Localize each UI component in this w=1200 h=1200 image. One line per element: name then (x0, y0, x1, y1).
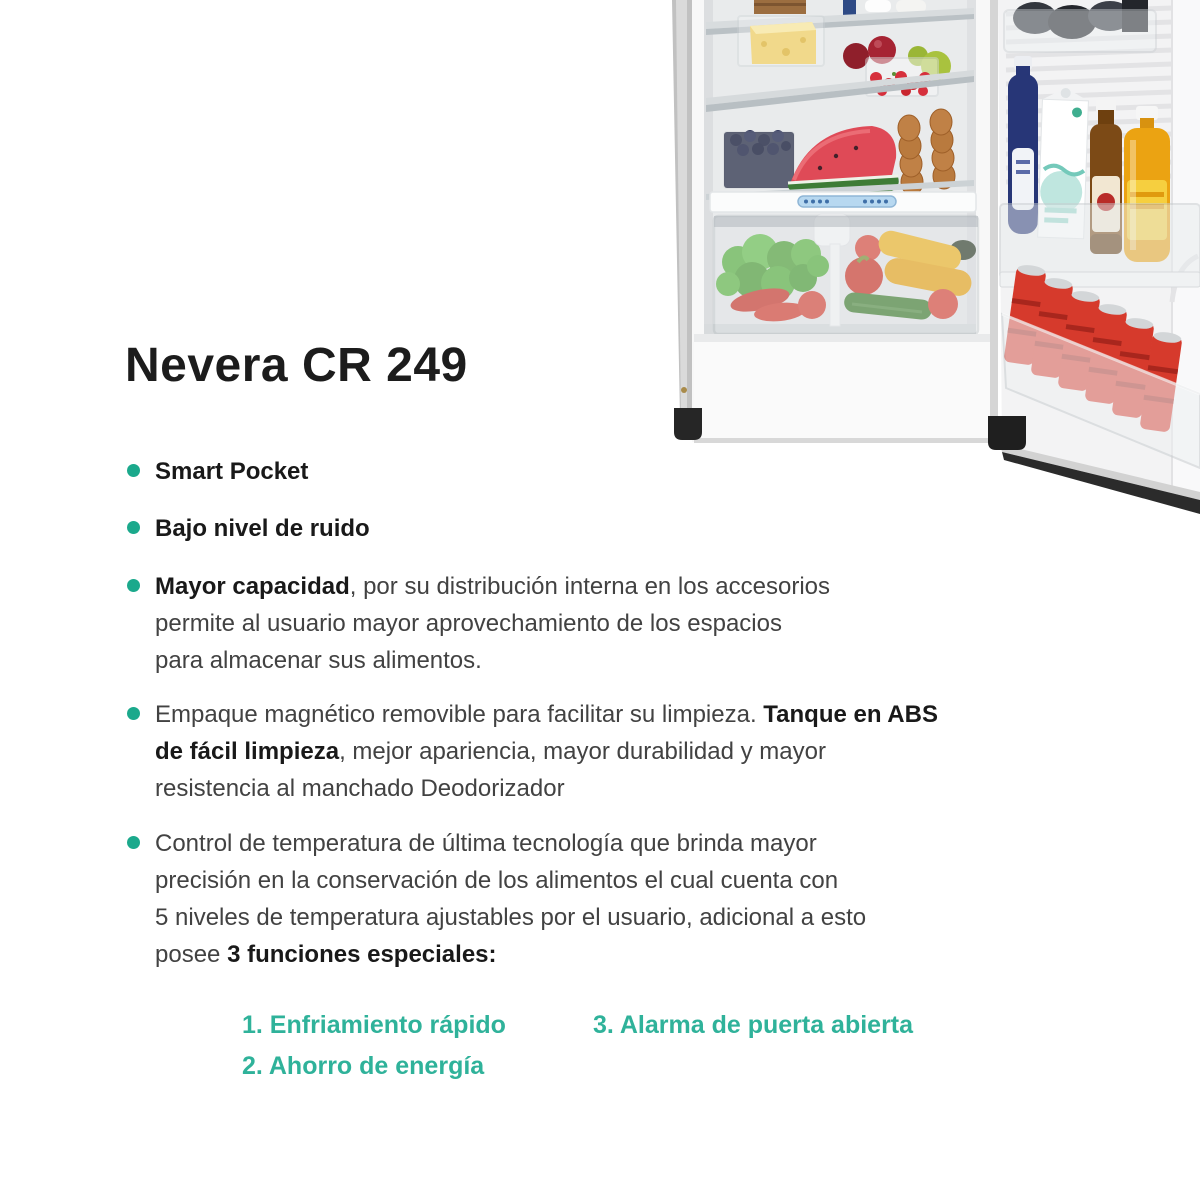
text-segment: , por su distribución interna en los accesorios (349, 573, 830, 600)
text-segment: resistencia al manchado Deodorizador (155, 775, 565, 802)
text-segment: Tanque en ABS (763, 701, 938, 728)
text-segment: precisión en la conservación de los alimentos el cual cuenta con (155, 867, 839, 894)
bullet-dot-icon (127, 836, 140, 849)
bullet-text (155, 453, 308, 490)
door-top-bin (1004, 0, 1156, 52)
feature-item: 1. Enfriamiento rápido (242, 1011, 506, 1039)
cheese (738, 16, 824, 66)
text-segment: posee (155, 941, 228, 968)
text-segment: 5 niveles de temperatura ajustables por el usuario, adicional a esto (155, 904, 867, 931)
refrigerator-photo (660, 0, 1200, 520)
special-functions-column-2 (593, 1005, 913, 1046)
bullet-dot-icon (127, 579, 140, 592)
text-segment: Empaque magnético removible para facilitar su limpieza. (155, 701, 764, 728)
bullet-text (155, 696, 938, 807)
text-segment: Control de temperatura de última tecnología que brinda mayor (155, 830, 817, 857)
bullet-item-low-noise (127, 510, 1067, 547)
text-segment: para almacenar sus alimentos. (155, 647, 482, 674)
bullet-dot-icon (127, 707, 140, 720)
bullet-text (155, 568, 830, 679)
text-segment: , mejor apariencia, mayor durabilidad y mayor (339, 738, 826, 765)
bullet-item-temperature-control (127, 825, 1067, 973)
special-functions-column-1 (242, 1005, 506, 1087)
blueberries-box (724, 130, 794, 188)
text-segment: 3 funciones especiales: (227, 941, 497, 968)
text-segment: de fácil limpieza (155, 738, 340, 765)
text-segment: Smart Pocket (155, 458, 309, 485)
bullet-item-capacity (127, 568, 1067, 679)
product-title: Nevera CR 249 (125, 339, 468, 392)
text-segment: Mayor capacidad (155, 573, 350, 600)
text-segment: Bajo nivel de ruido (155, 515, 370, 542)
crisper-drawer (714, 216, 978, 334)
cabinet-front-panel (694, 334, 992, 443)
bullet-text (155, 510, 370, 547)
feature-item: 3. Alarma de puerta abierta (593, 1011, 914, 1039)
cabinet-side (672, 0, 692, 418)
bullet-item-smart-pocket (127, 453, 1067, 490)
bullet-dot-icon (127, 464, 140, 477)
bullet-text (155, 825, 866, 973)
temperature-control-strip (710, 192, 976, 212)
bullet-dot-icon (127, 521, 140, 534)
bullet-item-gasket-tank (127, 696, 1067, 807)
cabinet-interior (704, 0, 978, 334)
text-segment: permite al usuario mayor aprovechamiento de los espacios (155, 610, 782, 637)
feature-item: 2. Ahorro de energía (242, 1052, 485, 1080)
